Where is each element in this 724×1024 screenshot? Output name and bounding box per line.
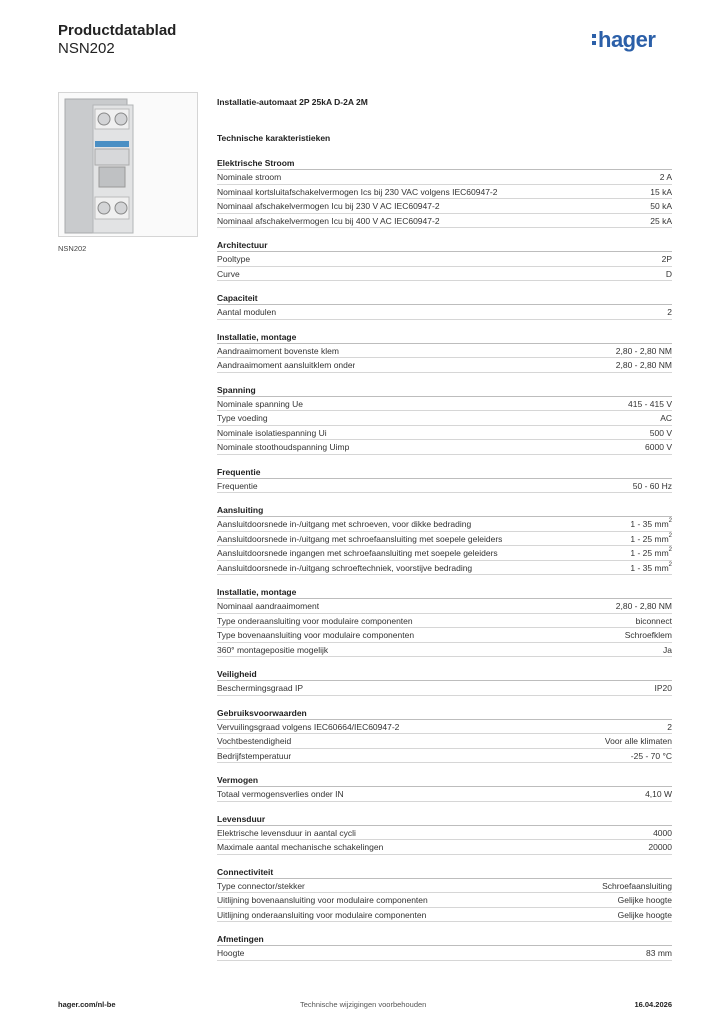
spec-section bbox=[217, 934, 672, 961]
spec-value bbox=[618, 893, 672, 907]
spec-value-text: 2,80 - 2,80 NM bbox=[615, 345, 672, 356]
spec-value-text: 25 kA bbox=[650, 215, 672, 226]
spec-value-text: 6000 V bbox=[645, 442, 672, 452]
spec-value-text: 4000 bbox=[653, 827, 672, 838]
spec-value bbox=[660, 411, 672, 425]
spec-section bbox=[217, 385, 672, 455]
spec-value bbox=[650, 199, 672, 213]
spec-label: Totaal vermogensverlies onder IN bbox=[217, 789, 344, 799]
spec-value bbox=[646, 946, 672, 960]
spec-label: Nominale spanning Ue bbox=[217, 398, 303, 409]
spec-value bbox=[631, 749, 672, 763]
tech-heading: Technische karakteristieken bbox=[217, 133, 331, 143]
spec-row bbox=[217, 908, 672, 923]
page-title: Productdatablad bbox=[58, 22, 177, 39]
spec-row bbox=[217, 879, 672, 894]
spec-section bbox=[217, 293, 672, 320]
spec-label: Vervuilingsgraad volgens IEC60664/IEC60947-2 bbox=[217, 721, 400, 732]
section-title: Connectiviteit bbox=[217, 867, 672, 879]
spec-label: Bedrijfstemperatuur bbox=[217, 750, 292, 761]
spec-value-text: 50 kA bbox=[650, 201, 672, 211]
spec-section bbox=[217, 467, 672, 494]
spec-label: Uitlijning bovenaansluiting voor modulaire componenten bbox=[217, 895, 428, 905]
spec-value bbox=[633, 479, 672, 493]
spec-label: Type voeding bbox=[217, 413, 268, 423]
spec-value-text: Voor alle klimaten bbox=[604, 736, 672, 746]
spec-row bbox=[217, 397, 672, 412]
section-title: Vermogen bbox=[217, 775, 672, 787]
spec-label: 360° montagepositie mogelijk bbox=[217, 644, 329, 655]
spec-row bbox=[217, 358, 672, 373]
spec-value bbox=[616, 344, 672, 358]
spec-row bbox=[217, 479, 672, 494]
spec-label: Aansluitdoorsnede in-/uitgang met schroefaansluiting met soepele geleiders bbox=[217, 533, 503, 544]
page-footer bbox=[58, 1000, 672, 1009]
spec-section bbox=[217, 505, 672, 575]
section-title: Architectuur bbox=[217, 240, 672, 252]
spec-value-text: 1 - 25 mm bbox=[630, 548, 669, 558]
spec-value-text: biconnect bbox=[635, 615, 672, 626]
spec-section bbox=[217, 158, 672, 228]
spec-value-text: 15 kA bbox=[650, 186, 672, 197]
spec-value bbox=[660, 170, 672, 184]
spec-section bbox=[217, 814, 672, 855]
spec-label: Pooltype bbox=[217, 254, 251, 264]
product-name: Installatie-automaat 2P 25kA D-2A 2M bbox=[217, 97, 368, 107]
product-image bbox=[58, 92, 198, 237]
spec-label: Type connector/stekker bbox=[217, 880, 305, 891]
section-title: Aansluiting bbox=[217, 505, 672, 517]
image-caption: NSN202 bbox=[58, 244, 87, 253]
spec-section bbox=[217, 669, 672, 696]
footer-disclaimer: Technische wijzigingen voorbehouden bbox=[300, 1000, 427, 1009]
spec-value bbox=[630, 517, 672, 531]
spec-value bbox=[605, 734, 672, 748]
section-title: Capaciteit bbox=[217, 293, 672, 305]
section-title: Installatie, montage bbox=[217, 587, 672, 599]
spec-value bbox=[645, 440, 672, 454]
spec-section bbox=[217, 708, 672, 764]
spec-row bbox=[217, 893, 672, 908]
spec-value-text: 2 bbox=[667, 721, 672, 732]
spec-label: Nominaal afschakelvermogen Icu bij 230 V AC IEC60947-2 bbox=[217, 201, 440, 211]
spec-value bbox=[650, 185, 672, 199]
spec-value-text: Schroefaansluiting bbox=[602, 880, 672, 891]
spec-row bbox=[217, 252, 672, 267]
footer-website-link[interactable]: hager.com/nl-be bbox=[58, 1000, 116, 1009]
spec-row bbox=[217, 426, 672, 441]
spec-label: Type bovenaansluiting voor modulaire componenten bbox=[217, 630, 415, 640]
spec-label: Beschermingsgraad IP bbox=[217, 683, 303, 693]
spec-label: Nominale isolatiespanning Ui bbox=[217, 427, 327, 438]
spec-row bbox=[217, 681, 672, 696]
spec-row bbox=[217, 344, 672, 359]
section-title: Afmetingen bbox=[217, 934, 672, 946]
spec-label: Aansluitdoorsnede ingangen met schroefaansluiting met soepele geleiders bbox=[217, 548, 498, 558]
spec-value bbox=[650, 426, 672, 440]
circuit-breaker-icon bbox=[59, 93, 197, 236]
spec-row bbox=[217, 546, 672, 561]
spec-value-text: 2 A bbox=[659, 172, 672, 182]
spec-section bbox=[217, 867, 672, 923]
spec-row bbox=[217, 599, 672, 614]
spec-row bbox=[217, 440, 672, 455]
spec-value-text: Schroefklem bbox=[624, 630, 672, 640]
spec-value bbox=[650, 214, 672, 228]
spec-label: Elektrische levensduur in aantal cycli bbox=[217, 827, 356, 838]
spec-value-text: 1 - 25 mm bbox=[630, 533, 669, 544]
spec-label: Aandraaimoment aansluitklem onder bbox=[217, 360, 356, 370]
spec-section bbox=[217, 240, 672, 281]
footer-date: 16.04.2026 bbox=[634, 1000, 672, 1009]
spec-value-text: 1 - 35 mm bbox=[630, 562, 669, 573]
spec-label: Aansluitdoorsnede in-/uitgang schroeftechniek, voorstijve bedrading bbox=[217, 562, 473, 573]
spec-value-text: 415 - 415 V bbox=[628, 398, 672, 409]
spec-value-text: 83 mm bbox=[646, 948, 672, 958]
spec-label: Nominaal aandraaimoment bbox=[217, 601, 320, 611]
spec-value-superscript: 2 bbox=[668, 532, 672, 539]
spec-value bbox=[663, 643, 672, 657]
spec-section bbox=[217, 332, 672, 373]
spec-value-text: Ja bbox=[663, 644, 672, 655]
spec-value-superscript: 2 bbox=[668, 518, 672, 524]
spec-label: Frequentie bbox=[217, 480, 258, 491]
section-title: Spanning bbox=[217, 385, 672, 397]
hager-logo bbox=[592, 28, 655, 52]
spec-value bbox=[630, 532, 672, 546]
spec-value bbox=[648, 840, 672, 854]
spec-value bbox=[655, 681, 673, 695]
spec-value-text: 50 - 60 Hz bbox=[632, 480, 672, 491]
spec-value bbox=[630, 561, 672, 575]
spec-sections bbox=[217, 158, 672, 961]
spec-value bbox=[662, 252, 672, 266]
section-title: Gebruiksvoorwaarden bbox=[217, 708, 672, 720]
spec-row bbox=[217, 614, 672, 629]
spec-label: Curve bbox=[217, 268, 240, 279]
spec-value-text: D bbox=[665, 268, 672, 279]
spec-row bbox=[217, 267, 672, 282]
spec-value-text: 2,80 - 2,80 NM bbox=[615, 601, 672, 611]
spec-label: Uitlijning onderaansluiting voor modulaire componenten bbox=[217, 909, 427, 920]
spec-value bbox=[616, 358, 672, 372]
spec-row bbox=[217, 517, 672, 532]
spec-row bbox=[217, 411, 672, 426]
spec-row bbox=[217, 170, 672, 185]
page-subtitle: NSN202 bbox=[58, 40, 115, 57]
spec-section bbox=[217, 775, 672, 802]
spec-value bbox=[628, 397, 672, 411]
spec-label: Maximale aantal mechanische schakelingen bbox=[217, 842, 384, 852]
spec-row bbox=[217, 628, 672, 643]
section-title: Levensduur bbox=[217, 814, 672, 826]
spec-value bbox=[667, 720, 672, 734]
section-title: Frequentie bbox=[217, 467, 672, 479]
spec-row bbox=[217, 734, 672, 749]
spec-label: Nominaal kortsluitafschakelvermogen Ics bij 230 VAC volgens IEC60947-2 bbox=[217, 186, 498, 197]
spec-row bbox=[217, 214, 672, 229]
spec-row bbox=[217, 561, 672, 576]
logo-text: hager bbox=[598, 27, 656, 52]
spec-value-superscript: 2 bbox=[668, 547, 672, 553]
spec-row bbox=[217, 749, 672, 764]
section-title: Veiligheid bbox=[217, 669, 672, 681]
spec-value bbox=[616, 599, 672, 613]
spec-row bbox=[217, 532, 672, 547]
spec-row bbox=[217, 840, 672, 855]
spec-value bbox=[618, 908, 672, 922]
spec-label: Aandraaimoment bovenste klem bbox=[217, 345, 339, 356]
spec-row bbox=[217, 826, 672, 841]
spec-value bbox=[630, 546, 672, 560]
spec-value-text: 500 V bbox=[649, 427, 672, 438]
spec-value bbox=[636, 614, 672, 628]
spec-value-text: Gelijke hoogte bbox=[617, 895, 672, 905]
spec-value-text: 4,10 W bbox=[645, 789, 672, 799]
spec-label: Type onderaansluiting voor modulaire componenten bbox=[217, 615, 413, 626]
spec-value-text: -25 - 70 °C bbox=[630, 750, 672, 761]
spec-row bbox=[217, 720, 672, 735]
spec-label: Nominale stoothoudspanning Uimp bbox=[217, 442, 350, 452]
spec-value-text: 2 bbox=[667, 307, 672, 317]
section-title: Installatie, montage bbox=[217, 332, 672, 344]
spec-value-text: Gelijke hoogte bbox=[617, 909, 672, 920]
spec-value bbox=[645, 787, 672, 801]
spec-value bbox=[625, 628, 672, 642]
spec-content bbox=[217, 96, 672, 961]
spec-row bbox=[217, 199, 672, 214]
spec-row bbox=[217, 787, 672, 802]
spec-label: Aantal modulen bbox=[217, 307, 277, 317]
spec-value-text: 2P bbox=[661, 254, 672, 264]
spec-value-text: 20000 bbox=[648, 842, 672, 852]
spec-row bbox=[217, 305, 672, 320]
spec-row bbox=[217, 185, 672, 200]
spec-row bbox=[217, 946, 672, 961]
spec-row bbox=[217, 643, 672, 658]
spec-label: Nominale stroom bbox=[217, 172, 282, 182]
document-header bbox=[58, 22, 176, 58]
spec-label: Aansluitdoorsnede in-/uitgang met schroeven, voor dikke bedrading bbox=[217, 519, 472, 529]
spec-value bbox=[667, 305, 672, 319]
spec-section bbox=[217, 587, 672, 657]
spec-value bbox=[653, 826, 672, 840]
spec-value-text: 2,80 - 2,80 NM bbox=[615, 360, 672, 370]
spec-label: Hoogte bbox=[217, 948, 245, 958]
section-title: Elektrische Stroom bbox=[217, 158, 672, 170]
spec-value-text: 1 - 35 mm bbox=[630, 519, 669, 529]
spec-label: Vochtbestendigheid bbox=[217, 736, 292, 746]
spec-label: Nominaal afschakelvermogen Icu bij 400 V AC IEC60947-2 bbox=[217, 215, 440, 226]
spec-value bbox=[666, 267, 672, 281]
logo-dots-icon bbox=[592, 34, 596, 48]
spec-value-text: AC bbox=[660, 413, 672, 423]
spec-value-text: IP20 bbox=[654, 683, 672, 693]
spec-value bbox=[602, 879, 672, 893]
spec-value-superscript: 2 bbox=[668, 561, 672, 568]
